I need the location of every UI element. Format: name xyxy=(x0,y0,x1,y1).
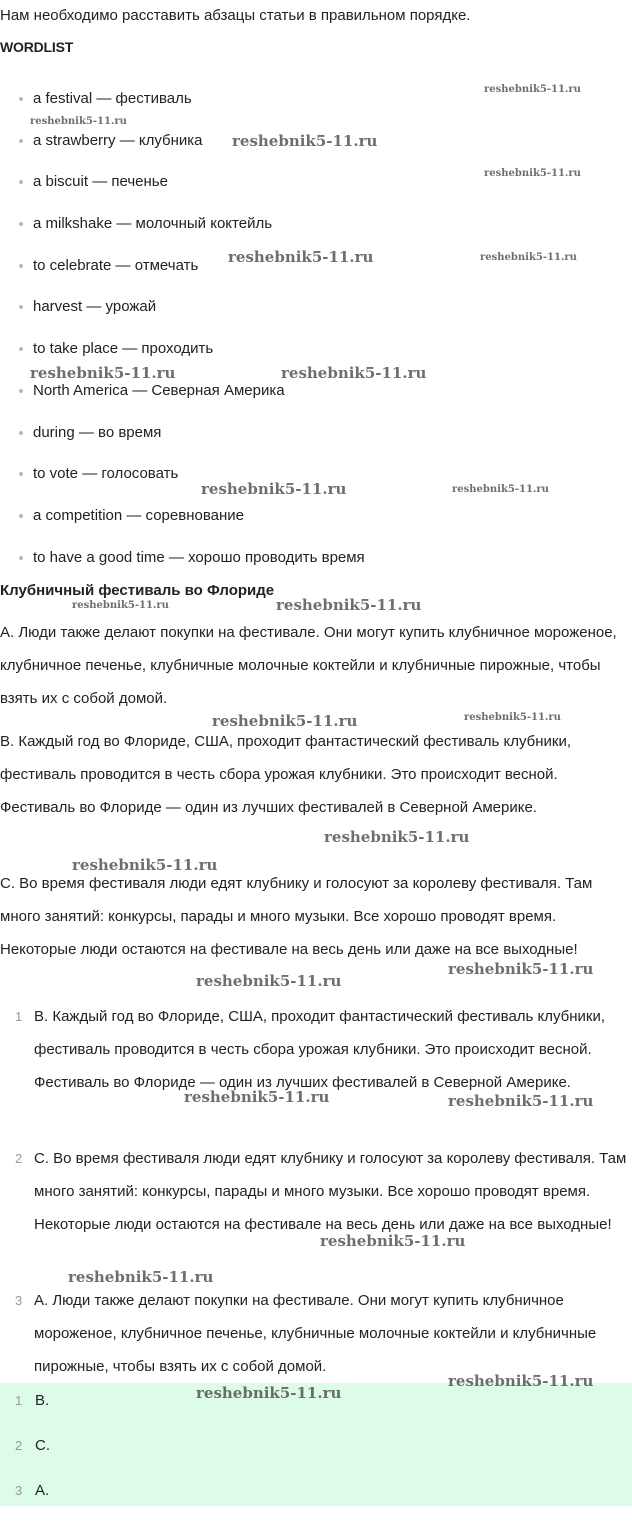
word-text: a milkshake — молочный коктейль xyxy=(33,215,273,233)
word-text: harvest — урожай xyxy=(33,298,157,316)
watermark: reshebnik5-11.ru xyxy=(448,1092,594,1110)
watermark: reshebnik5-11.ru xyxy=(448,1372,594,1390)
word-text: a festival — фестиваль xyxy=(33,90,192,107)
watermark: reshebnik5-11.ru xyxy=(452,484,549,495)
word-text: North America — Северная Америка xyxy=(33,381,285,399)
item-number: 2 xyxy=(15,1151,23,1166)
task-intro: Нам необходимо расставить абзацы статьи в правильном порядке. xyxy=(0,7,471,24)
bullet-icon xyxy=(19,472,23,476)
watermark: reshebnik5-11.ru xyxy=(276,596,422,614)
watermark: reshebnik5-11.ru xyxy=(228,248,374,266)
answer-text: A. xyxy=(35,1482,50,1499)
item-text: A. Люди также делают покупки на фестивале. Они могут купить клубничное мороженое, клубничное печенье, клубничные молочные коктейли и клубничные пирожные, чтобы взять их с собой домой. xyxy=(34,1292,597,1375)
list-item xyxy=(0,505,632,547)
watermark: reshebnik5-11.ru xyxy=(281,364,427,382)
watermark: reshebnik5-11.ru xyxy=(320,1232,466,1250)
watermark: reshebnik5-11.ru xyxy=(196,972,342,990)
word-text: a biscuit — печенье xyxy=(33,173,168,191)
bullet-icon xyxy=(19,431,23,435)
ordered-paragraphs xyxy=(0,1000,632,1383)
word-text: to have a good time — хорошо проводить время xyxy=(33,548,365,566)
bullet-icon xyxy=(19,347,23,351)
watermark: reshebnik5-11.ru xyxy=(30,364,176,382)
answer-text: C. xyxy=(35,1437,50,1454)
word-text: a strawberry — клубника xyxy=(33,131,203,149)
watermark: reshebnik5-11.ru xyxy=(448,960,594,978)
watermark: reshebnik5-11.ru xyxy=(72,600,169,611)
paragraph-a: A. Люди также делают покупки на фестивале. Они могут купить клубничное мороженое, клубничное печенье, клубничные молочные коктейли и клубничные пирожные, чтобы взять их с собой домой. xyxy=(0,624,617,707)
ordered-item xyxy=(0,1284,632,1383)
watermark: reshebnik5-11.ru xyxy=(484,168,581,179)
answer-number: 2 xyxy=(15,1438,23,1453)
list-item xyxy=(0,422,632,464)
watermark: reshebnik5-11.ru xyxy=(201,480,347,498)
bullet-icon xyxy=(19,514,23,518)
item-text: C. Во время фестиваля люди едят клубнику и голосуют за королеву фестиваля. Там много занятий: конкурсы, парады и много музыки. Все хорошо проводят время. Некоторые люди остаются на фестивале на весь день или даже на все выходные! xyxy=(34,1150,627,1233)
answer-number: 1 xyxy=(15,1393,23,1408)
bullet-icon xyxy=(19,180,23,184)
word-text: to vote — голосовать xyxy=(33,465,179,483)
wordlist-heading: WORDLIST xyxy=(0,39,74,55)
word-text: a competition — соревнование xyxy=(33,506,244,524)
bullet-icon xyxy=(19,97,23,101)
wordlist xyxy=(0,88,632,588)
bullet-icon xyxy=(19,222,23,226)
list-item xyxy=(0,380,632,422)
watermark: reshebnik5-11.ru xyxy=(68,1268,214,1286)
bullet-icon xyxy=(19,139,23,143)
paragraph-b: B. Каждый год во Флориде, США, проходит фантастический фестиваль клубники, фестиваль проводится в честь сбора урожая клубники. Это происходит весной. Фестиваль во Флориде — один из лучших фестивалей в Северной Америке. xyxy=(0,733,572,816)
word-text: during — во время xyxy=(33,423,162,441)
watermark: reshebnik5-11.ru xyxy=(484,84,581,95)
watermark: reshebnik5-11.ru xyxy=(184,1088,330,1106)
bullet-icon xyxy=(19,389,23,393)
article-title: Клубничный фестиваль во Флориде xyxy=(0,582,275,599)
bullet-icon xyxy=(19,556,23,560)
list-item xyxy=(0,296,632,338)
watermark: reshebnik5-11.ru xyxy=(480,252,577,263)
watermark: reshebnik5-11.ru xyxy=(196,1384,342,1402)
answer-text: B. xyxy=(35,1392,50,1409)
word-text: to take place — проходить xyxy=(33,340,214,358)
item-text: B. Каждый год во Флориде, США, проходит фантастический фестиваль клубники, фестиваль проводится в честь сбора урожая клубники. Это происходит весной. Фестиваль во Флориде — один из лучших фестивалей в Северной Америке. xyxy=(34,1008,606,1091)
watermark: reshebnik5-11.ru xyxy=(30,116,127,127)
bullet-icon xyxy=(19,264,23,268)
ordered-item xyxy=(0,1000,632,1142)
watermark: reshebnik5-11.ru xyxy=(324,828,470,846)
watermark: reshebnik5-11.ru xyxy=(464,712,561,723)
paragraph-c: C. Во время фестиваля люди едят клубнику и голосуют за королеву фестиваля. Там много занятий: конкурсы, парады и много музыки. Все хорошо проводят время. Некоторые люди остаются на фестивале на весь день или даже на все выходные! xyxy=(0,875,593,958)
watermark: reshebnik5-11.ru xyxy=(212,712,358,730)
watermark: reshebnik5-11.ru xyxy=(232,132,378,150)
item-number: 1 xyxy=(15,1009,23,1024)
word-text: to celebrate — отмечать xyxy=(33,256,199,274)
answer-number: 3 xyxy=(15,1483,23,1498)
bullet-icon xyxy=(19,305,23,309)
ordered-item xyxy=(0,1142,632,1284)
watermark: reshebnik5-11.ru xyxy=(72,856,218,874)
item-number: 3 xyxy=(15,1293,23,1308)
